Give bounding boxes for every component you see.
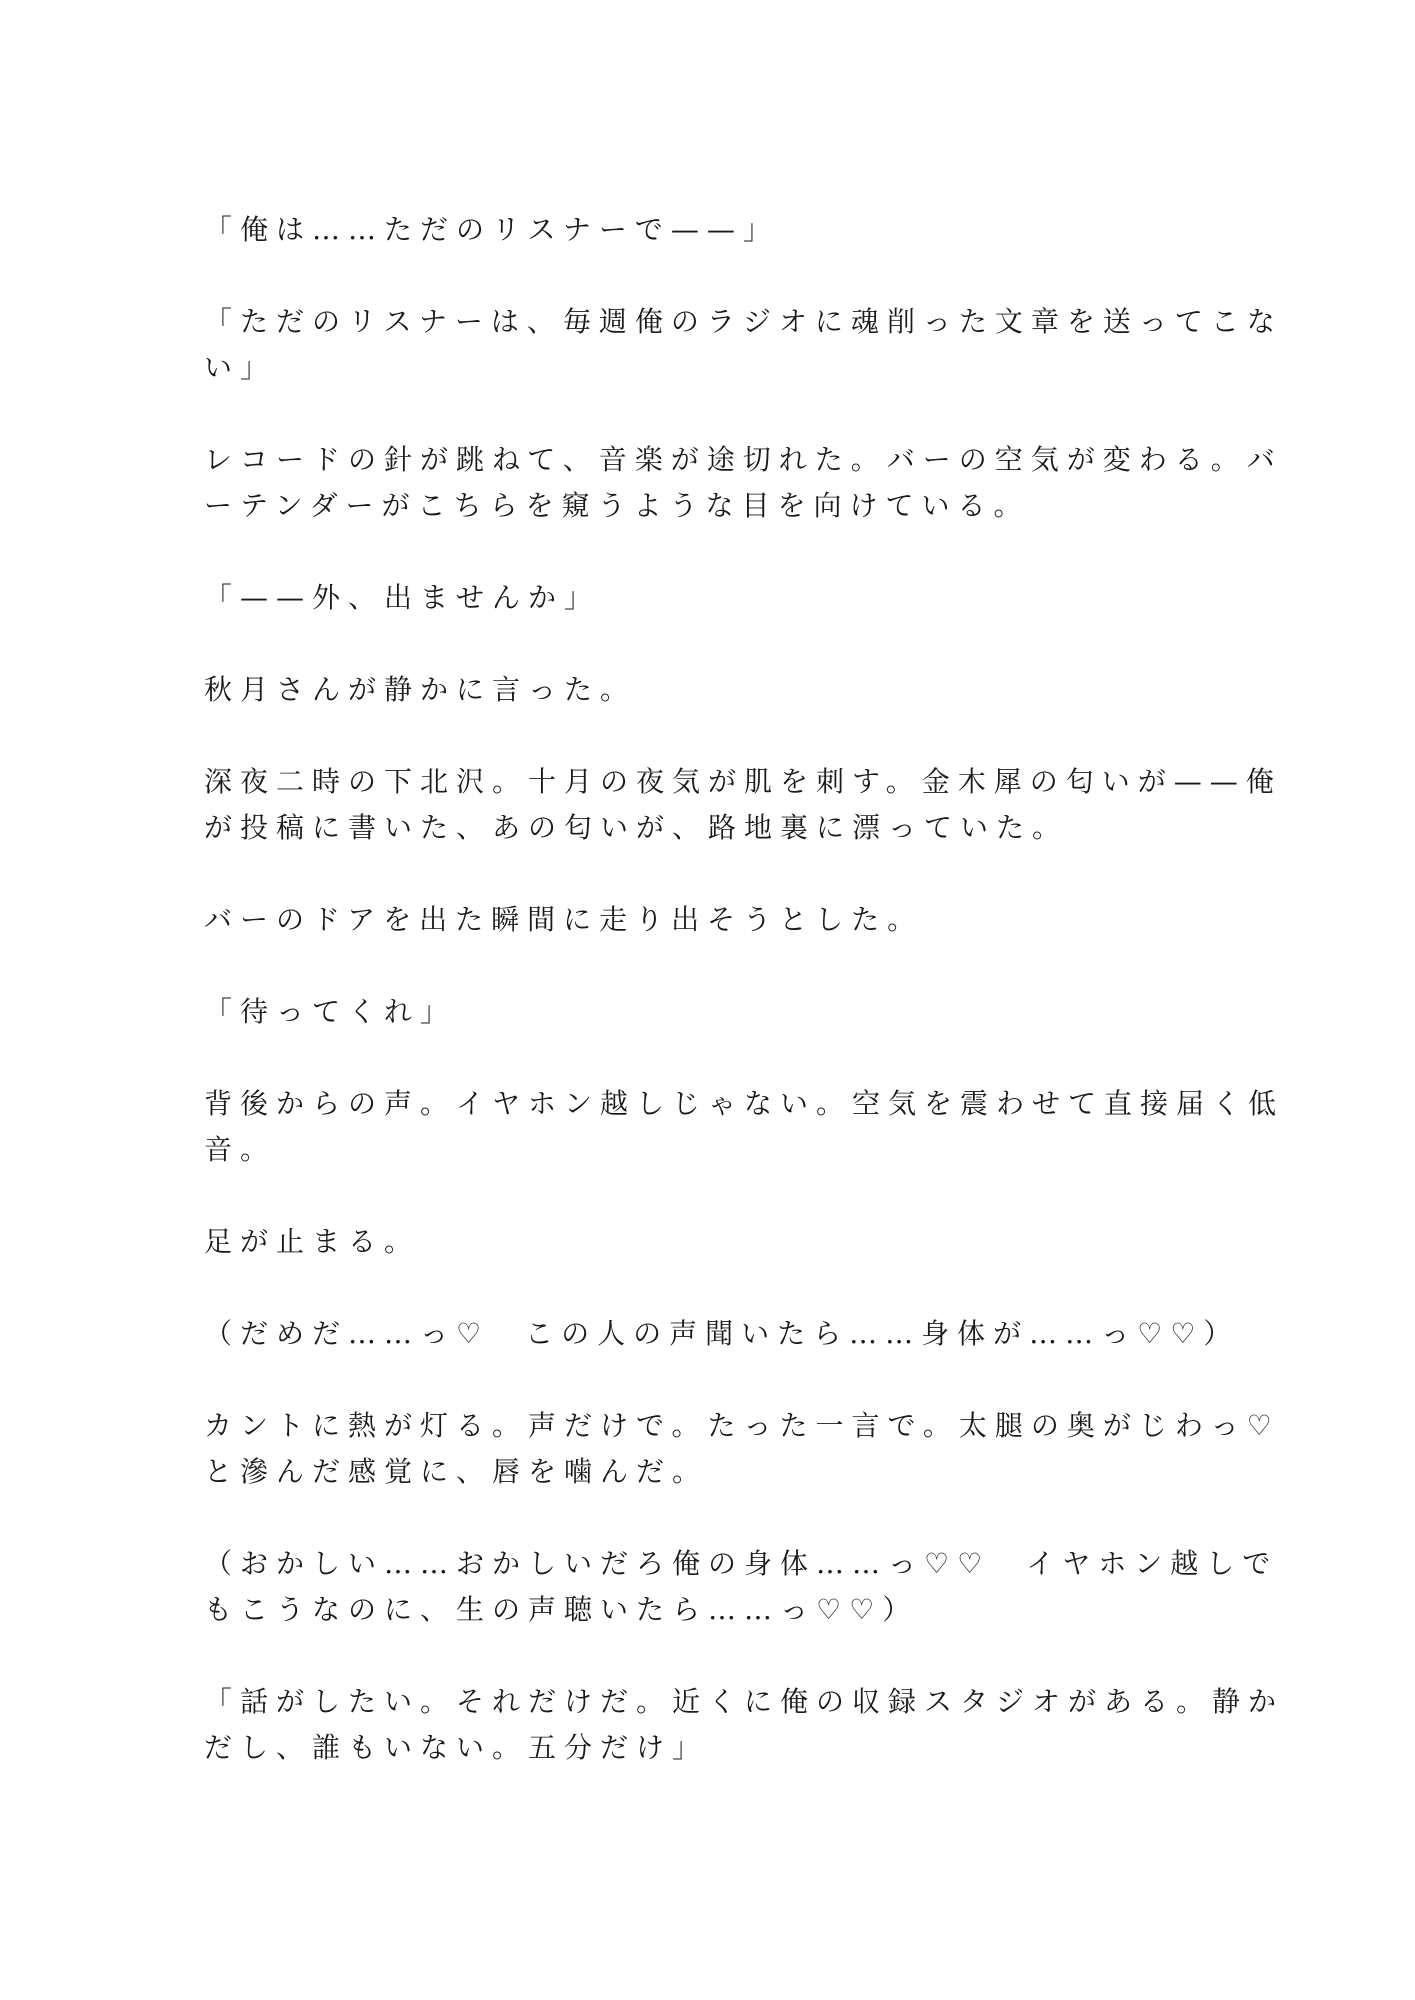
text-line: 「待ってくれ」 — [204, 995, 457, 1028]
text-line: 背後からの声。イヤホン越しじゃない。空気を震わせて直接届く低 — [204, 1087, 1285, 1120]
text-line: い」 — [204, 351, 277, 384]
text-line: と滲んだ感覚に、唇を噛んだ。 — [204, 1455, 709, 1488]
text-line: 「俺は……ただのリスナーで——」 — [204, 213, 779, 246]
paragraph — [204, 437, 1283, 529]
text-line: が投稿に書いた、あの匂いが、路地裏に漂っていた。 — [204, 811, 1069, 844]
paragraph — [204, 1403, 1280, 1495]
paragraph — [204, 1311, 1240, 1357]
text-line: 「話がしたい。それだけだ。近くに俺の収録スタジオがある。静か — [204, 1685, 1285, 1718]
text-line: レコードの針が跳ねて、音楽が途切れた。バーの空気が変わる。バ — [204, 443, 1283, 476]
text-line: 「——外、出ませんか」 — [204, 581, 601, 614]
paragraph — [204, 1541, 1279, 1633]
paragraph — [204, 897, 1174, 943]
body-text — [204, 207, 1285, 1771]
text-line: 足が止まる。 — [204, 1225, 421, 1258]
text-line: もこうなのに、生の声聴いたら……っ♡♡） — [204, 1593, 919, 1626]
paragraph — [204, 989, 1174, 1035]
paragraph — [204, 575, 1174, 621]
text-line: ーテンダーがこちらを窺うような目を向けている。 — [204, 489, 1030, 522]
text-line: （おかしい……おかしいだろ俺の身体……っ♡♡ イヤホン越しで — [204, 1547, 1279, 1580]
text-line: 秋月さんが静かに言った。 — [204, 673, 637, 706]
text-line: だし、誰もいない。五分だけ」 — [204, 1731, 709, 1764]
paragraph — [204, 759, 1282, 851]
paragraph — [204, 1679, 1285, 1771]
text-line: 深夜二時の下北沢。十月の夜気が肌を刺す。金木犀の匂いが——俺 — [204, 765, 1282, 798]
text-line: 音。 — [204, 1133, 277, 1166]
paragraph — [204, 1219, 1174, 1265]
text-line: 「ただのリスナーは、毎週俺のラジオに魂削った文章を送ってこな — [204, 305, 1283, 338]
text-line: バーのドアを出た瞬間に走り出そうとした。 — [204, 903, 924, 936]
paragraph — [204, 1081, 1285, 1173]
paragraph — [204, 667, 1174, 713]
text-line: （だめだ……っ♡ この人の声聞いたら……身体が……っ♡♡） — [204, 1317, 1240, 1350]
text-line: カントに熱が灯る。声だけで。たった一言で。太腿の奥がじわっ♡ — [204, 1409, 1280, 1442]
paragraph — [204, 299, 1283, 391]
paragraph — [204, 207, 1174, 253]
